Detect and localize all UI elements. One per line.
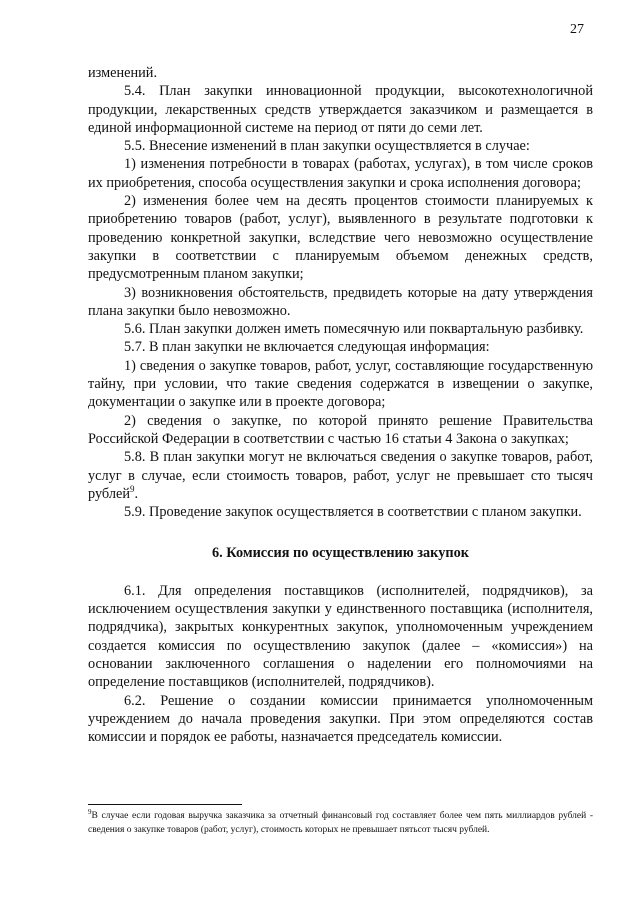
paragraph-5-8-end: . <box>134 485 139 502</box>
paragraph-5-5-item-1: 1) изменения потребности в товарах (работах, услугах), в том числе сроков их приобретения, способа осуществления закупки и срока исполнения договора; <box>88 156 593 191</box>
paragraph-5-5: 5.5. Внесение изменений в план закупки осуществляется в случае: <box>124 138 530 155</box>
footnote-reference[interactable]: 9 <box>129 484 135 495</box>
paragraph-5-8 <box>88 448 593 503</box>
section-heading: 6. Комиссия по осуществлению закупок <box>212 545 469 562</box>
document-body <box>88 64 593 746</box>
footnote-text: В случае если годовая выручка заказчика за отчетный финансовый год составляет более чем пять миллиардов рублей - сведения о закупке товаров (работ, услуг), стоимость которых не превышает пятьсот тысяч рублей. <box>88 811 593 835</box>
paragraph-5-4: 5.4. План закупки инновационной продукции, высокотехнологичной продукции, лекарственных средств утверждается заказчиком и размещается в единой информационной системе на период от пяти до семи лет. <box>88 83 593 136</box>
paragraph-5-5-item-2: 2) изменения более чем на десять процентов стоимости планируемых к приобретению товаров (работ, услуг), выявленного в результате подготовки к проведению конкретной закупки, вследствие чего невозможно осуществление закупки в соответствии с планируемым объемом денежных средств, предусмотренным планом закупки; <box>88 193 593 283</box>
paragraph-5-5-item-3: 3) возникновения обстоятельств, предвидеть которые на дату утверждения плана закупки было невозможно. <box>88 284 593 319</box>
paragraph-5-9: 5.9. Проведение закупок осуществляется в соответствии с планом закупки. <box>124 504 582 521</box>
paragraph-5-8-text: 5.8. В план закупки могут не включаться сведения о закупке товаров, работ, услуг в случае, если стоимость товаров, работ, услуг не превышает сто тысяч рублей <box>88 449 593 502</box>
paragraph-6-1: 6.1. Для определения поставщиков (исполнителей, подрядчиков), за исключением осуществления закупки у единственного поставщика (исполнителя, подрядчика), закрытых конкурентных закупок, уполномоченным учреждением создается комиссия по осуществлению закупок (далее – «комиссия») на основании заключенного соглашения о наделении его полномочиями на определение поставщиков (исполнителей, подрядчиков). <box>88 582 593 691</box>
paragraph-6-2: 6.2. Решение о создании комиссии принимается уполномоченным учреждением до начала проведения закупки. При этом определяются состав комиссии и порядок ее работы, назначается председатель комиссии. <box>88 692 593 746</box>
footnote-mark: 9 <box>88 807 92 816</box>
paragraph-5-7: 5.7. В план закупки не включается следующая информация: <box>124 339 490 356</box>
footnote <box>88 807 593 837</box>
paragraph-continuation: изменений. <box>88 65 158 81</box>
paragraph-5-7-item-1: 1) сведения о закупке товаров, работ, услуг, составляющие государственную тайну, при условии, что такие сведения содержатся в извещении о закупке, документации о закупке или в проекте договора; <box>88 357 593 411</box>
footnote-divider <box>88 804 242 805</box>
paragraph-5-6: 5.6. План закупки должен иметь помесячную или поквартальную разбивку. <box>124 321 584 338</box>
paragraph-5-7-item-2: 2) сведения о закупке, по которой принято решение Правительства Российской Федерации в соответствии с частью 16 статьи 4 Закона о закупках; <box>88 412 593 447</box>
page-number: 27 <box>570 22 584 37</box>
